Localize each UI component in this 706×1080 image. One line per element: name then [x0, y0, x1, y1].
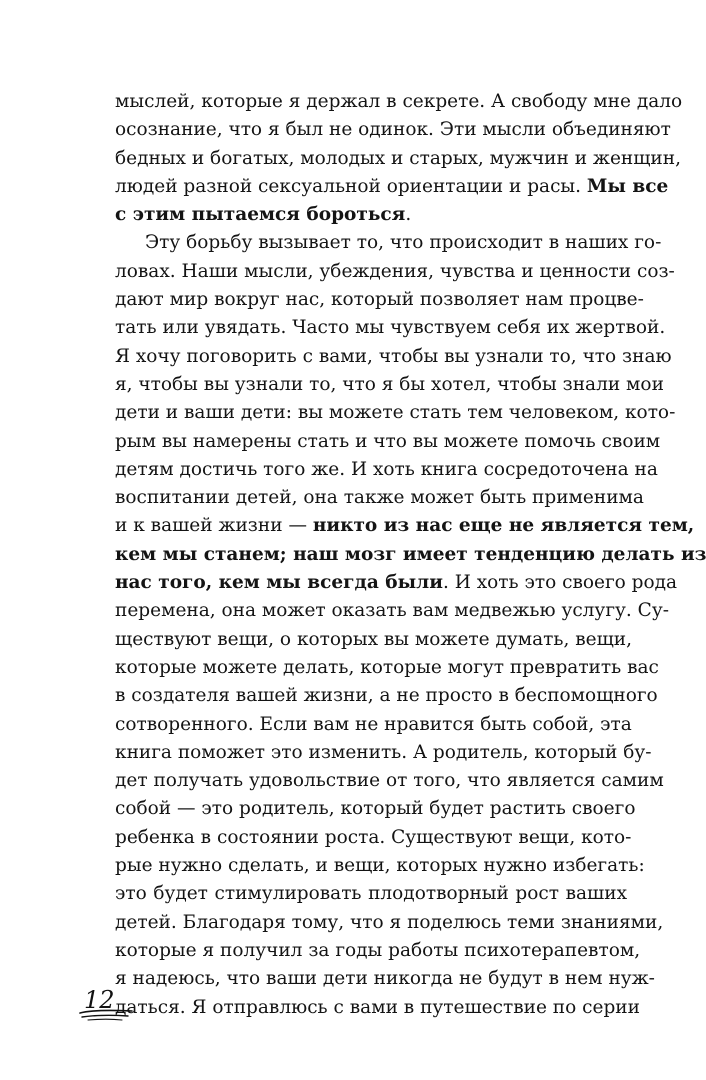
- bold-phrase: с этим пытаемся бороться: [115, 204, 406, 226]
- text-line: и к вашей жизни — никто из нас еще не является тем,: [115, 515, 695, 537]
- page-number-value: 12: [84, 986, 115, 1014]
- text-line: мыслей, которые я держал в секрете. А свободу мне дало: [115, 91, 683, 112]
- text-line: ществуют вещи, о которых вы можете думать, вещи,: [115, 628, 633, 650]
- text-line: людей разной сексуальной ориентации и расы. Мы все: [115, 175, 669, 197]
- text-line: я надеюсь, что ваши дети никогда не будут в нем нуж-: [115, 968, 655, 990]
- text-line: дет получать удовольствие от того, что является самим: [115, 770, 664, 792]
- text-line: ловах. Наши мысли, убеждения, чувства и ценности соз-: [115, 260, 675, 282]
- bold-phrase: никто из нас еще не является тем,: [312, 515, 695, 537]
- text-line: сотворенного. Если вам не нравится быть собой, эта: [115, 713, 632, 735]
- paragraph-2: [115, 229, 706, 1021]
- text-line: Эту борьбу вызывает то, что происходит в наших го-: [145, 232, 662, 254]
- text-line: я, чтобы вы узнали то, что я бы хотел, чтобы знали мои: [115, 373, 664, 395]
- body-text: [115, 88, 706, 1022]
- bold-phrase: кем мы станем; наш мозг имеет тенденцию делать из: [115, 543, 706, 565]
- text-line: дети и ваши дети: вы можете стать тем человеком, кото-: [115, 402, 676, 424]
- text-line: осознание, что я был не одинок. Эти мысли объединяют: [115, 119, 671, 141]
- text-line: рым вы намерены стать и что вы можете помочь своим: [115, 430, 661, 452]
- page-number: [78, 987, 138, 1027]
- page-number-flourish: [78, 1007, 138, 1023]
- bold-phrase: нас того, кем мы всегда были: [115, 572, 443, 594]
- text-line: собой — это родитель, который будет растить своего: [115, 798, 636, 820]
- text-line: с этим пытаемся бороться.: [115, 204, 412, 226]
- text-line: которые я получил за годы работы психотерапевтом,: [115, 939, 641, 961]
- bold-phrase: Мы все: [586, 175, 669, 197]
- text-line: дают мир вокруг нас, который позволяет нам процве-: [115, 289, 644, 311]
- text-line: детям достичь того же. И хоть книга сосредоточена на: [115, 458, 658, 480]
- text-line: Я хочу поговорить с вами, чтобы вы узнали то, что знаю: [115, 345, 672, 367]
- text-line: бедных и богатых, молодых и старых, мужчин и женщин,: [115, 147, 681, 169]
- text-line: даться. Я отправлюсь с вами в путешествие по серии: [115, 996, 640, 1018]
- text-line: это будет стимулировать плодотворный рост ваших: [115, 883, 627, 905]
- text-line: книга поможет это изменить. А родитель, который бу-: [115, 741, 652, 763]
- text-line: воспитании детей, она также может быть применима: [115, 487, 644, 509]
- text-line: [115, 541, 706, 569]
- text-line: перемена, она может оказать вам медвежью услугу. Су-: [115, 600, 669, 622]
- text-line: рые нужно сделать, и вещи, которых нужно избегать:: [115, 855, 645, 877]
- text-line: нас того, кем мы всегда были. И хоть это своего рода: [115, 572, 678, 594]
- text-line: тать или увядать. Часто мы чувствуем себя их жертвой.: [115, 317, 666, 339]
- paragraph-1: [115, 88, 683, 229]
- text-line: в создателя вашей жизни, а не просто в беспомощного: [115, 685, 658, 707]
- text-line: детей. Благодаря тому, что я поделюсь теми знаниями,: [115, 911, 664, 933]
- text-line: которые можете делать, которые могут превратить вас: [115, 656, 659, 678]
- text-line: ребенка в состоянии роста. Существуют вещи, кото-: [115, 826, 632, 848]
